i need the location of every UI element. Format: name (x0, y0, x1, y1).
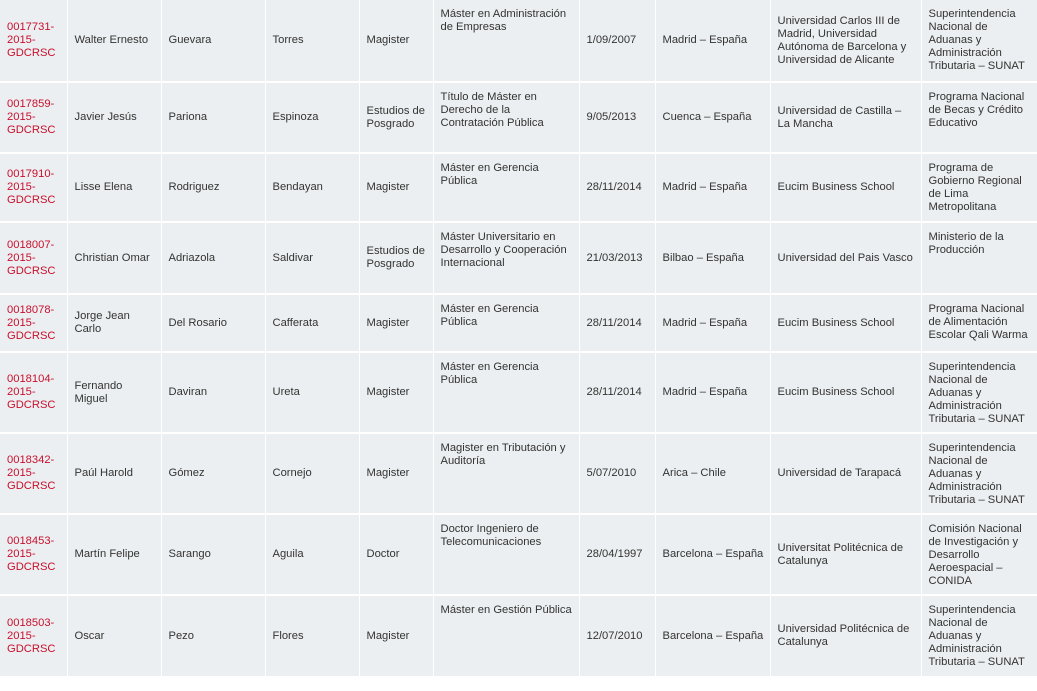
second-surname-cell: Torres (265, 0, 359, 82)
program-name-text: Magister en Tributación y Auditoría (440, 442, 566, 467)
city-country-cell: Madrid – España (655, 294, 770, 352)
resolution-code[interactable]: 0017731-2015-GDCRSC (0, 0, 67, 82)
program-name-cell (433, 433, 579, 514)
degree-date-cell: 28/04/1997 (579, 514, 655, 595)
resolution-code[interactable]: 0018453-2015-GDCRSC (0, 514, 67, 595)
city-country-cell: Arica – Chile (655, 433, 770, 514)
program-name-text: Máster en Gerencia Pública (440, 303, 539, 328)
first-names-cell: Lisse Elena (67, 153, 161, 222)
second-surname-cell: Flores (265, 595, 359, 677)
degree-date-cell: 28/11/2014 (579, 352, 655, 433)
resolution-code[interactable]: 0018007-2015-GDCRSC (0, 222, 67, 294)
university-cell: Universidad del Pais Vasco (770, 222, 921, 294)
resolution-code[interactable]: 0018078-2015-GDCRSC (0, 294, 67, 352)
resolution-code[interactable]: 0018104-2015-GDCRSC (0, 352, 67, 433)
first-surname-cell: Rodriguez (161, 153, 265, 222)
degree-level-cell: Magister (359, 153, 433, 222)
table-row (0, 433, 1037, 514)
program-name-text: Máster en Administración de Empresas (440, 8, 567, 33)
sponsor-entity-text: Programa de Gobierno Regional de Lima Metropolitana (928, 162, 1022, 213)
table-row (0, 0, 1037, 82)
program-name-cell (433, 222, 579, 294)
first-names-cell: Christian Omar (67, 222, 161, 294)
first-names-cell: Fernando Miguel (67, 352, 161, 433)
degree-date-cell: 28/11/2014 (579, 153, 655, 222)
second-surname-cell: Ureta (265, 352, 359, 433)
sponsor-entity-text: Programa Nacional de Becas y Crédito Educativo (928, 91, 1025, 129)
program-name-cell (433, 595, 579, 677)
first-surname-cell: Daviran (161, 352, 265, 433)
degree-date-cell: 1/09/2007 (579, 0, 655, 82)
program-name-text: Título de Máster en Derecho de la Contratación Pública (440, 91, 544, 129)
program-name-cell (433, 294, 579, 352)
sponsor-entity-text: Superintendencia Nacional de Aduanas y Administración Tributaria – SUNAT (928, 604, 1025, 668)
degree-date-cell: 5/07/2010 (579, 433, 655, 514)
second-surname-cell: Cornejo (265, 433, 359, 514)
sponsor-entity-cell (921, 294, 1037, 352)
degree-level-cell: Estudios de Posgrado (359, 222, 433, 294)
university-cell: Universitat Politécnica de Catalunya (770, 514, 921, 595)
city-country-cell: Madrid – España (655, 352, 770, 433)
city-country-cell: Bilbao – España (655, 222, 770, 294)
sponsor-entity-cell (921, 82, 1037, 153)
program-name-text: Máster Universitario en Desarrollo y Cooperación Internacional (440, 231, 567, 269)
program-name-cell (433, 0, 579, 82)
sponsor-entity-cell (921, 433, 1037, 514)
first-names-cell: Jorge Jean Carlo (67, 294, 161, 352)
table-row (0, 82, 1037, 153)
sponsor-entity-text: Ministerio de la Producción (928, 231, 1004, 256)
sponsor-entity-cell (921, 153, 1037, 222)
degree-level-cell: Magister (359, 294, 433, 352)
sponsor-entity-cell (921, 0, 1037, 82)
first-surname-cell: Adriazola (161, 222, 265, 294)
table-row (0, 153, 1037, 222)
city-country-cell: Cuenca – España (655, 82, 770, 153)
program-name-cell (433, 352, 579, 433)
resolution-code[interactable]: 0017910-2015-GDCRSC (0, 153, 67, 222)
first-surname-cell: Del Rosario (161, 294, 265, 352)
sponsor-entity-cell (921, 222, 1037, 294)
first-names-cell: Paúl Harold (67, 433, 161, 514)
degree-level-cell: Magister (359, 595, 433, 677)
program-name-text: Máster en Gerencia Pública (440, 162, 539, 187)
first-surname-cell: Gómez (161, 433, 265, 514)
sponsor-entity-cell (921, 514, 1037, 595)
degree-date-cell: 12/07/2010 (579, 595, 655, 677)
degree-level-cell: Magister (359, 352, 433, 433)
table-row (0, 595, 1037, 677)
first-surname-cell: Guevara (161, 0, 265, 82)
university-cell: Universidad Carlos III de Madrid, Universidad Autónoma de Barcelona y Universidad de Alicante (770, 0, 921, 82)
degree-level-cell: Estudios de Posgrado (359, 82, 433, 153)
sponsor-entity-cell (921, 595, 1037, 677)
degree-level-cell: Doctor (359, 514, 433, 595)
program-name-cell (433, 153, 579, 222)
first-names-cell: Martín Felipe (67, 514, 161, 595)
first-names-cell: Javier Jesús (67, 82, 161, 153)
university-cell: Eucim Business School (770, 352, 921, 433)
table-row (0, 514, 1037, 595)
city-country-cell: Barcelona – España (655, 595, 770, 677)
city-country-cell: Madrid – España (655, 0, 770, 82)
degree-date-cell: 21/03/2013 (579, 222, 655, 294)
degree-date-cell: 9/05/2013 (579, 82, 655, 153)
university-cell: Eucim Business School (770, 294, 921, 352)
program-name-text: Máster en Gerencia Pública (440, 361, 539, 386)
program-name-text: Doctor Ingeniero de Telecomunicaciones (440, 523, 542, 548)
sponsor-entity-cell (921, 352, 1037, 433)
second-surname-cell: Bendayan (265, 153, 359, 222)
sponsor-entity-text: Programa Nacional de Alimentación Escolar Qali Warma (928, 303, 1028, 341)
table-row (0, 294, 1037, 352)
resolution-code[interactable]: 0018342-2015-GDCRSC (0, 433, 67, 514)
table-row (0, 352, 1037, 433)
first-surname-cell: Pezo (161, 595, 265, 677)
sponsor-entity-text: Superintendencia Nacional de Aduanas y Administración Tributaria – SUNAT (928, 442, 1025, 506)
first-surname-cell: Sarango (161, 514, 265, 595)
resolution-code[interactable]: 0017859-2015-GDCRSC (0, 82, 67, 153)
second-surname-cell: Cafferata (265, 294, 359, 352)
program-name-text: Máster en Gestión Pública (440, 604, 572, 616)
program-name-cell (433, 82, 579, 153)
degree-date-cell: 28/11/2014 (579, 294, 655, 352)
city-country-cell: Madrid – España (655, 153, 770, 222)
program-name-cell (433, 514, 579, 595)
university-cell: Universidad Politécnica de Catalunya (770, 595, 921, 677)
first-surname-cell: Pariona (161, 82, 265, 153)
second-surname-cell: Espinoza (265, 82, 359, 153)
resolution-code[interactable]: 0018503-2015-GDCRSC (0, 595, 67, 677)
university-cell: Universidad de Castilla – La Mancha (770, 82, 921, 153)
first-names-cell: Oscar (67, 595, 161, 677)
university-cell: Universidad de Tarapacá (770, 433, 921, 514)
university-cell: Eucim Business School (770, 153, 921, 222)
degree-level-cell: Magister (359, 0, 433, 82)
sponsor-entity-text: Comisión Nacional de Investigación y Desarrollo Aeroespacial – CONIDA (928, 523, 1022, 587)
first-names-cell: Walter Ernesto (67, 0, 161, 82)
second-surname-cell: Aguila (265, 514, 359, 595)
sponsor-entity-text: Superintendencia Nacional de Aduanas y Administración Tributaria – SUNAT (928, 361, 1025, 425)
table-row (0, 222, 1037, 294)
city-country-cell: Barcelona – España (655, 514, 770, 595)
second-surname-cell: Saldivar (265, 222, 359, 294)
degree-level-cell: Magister (359, 433, 433, 514)
sponsor-entity-text: Superintendencia Nacional de Aduanas y Administración Tributaria – SUNAT (928, 8, 1025, 72)
